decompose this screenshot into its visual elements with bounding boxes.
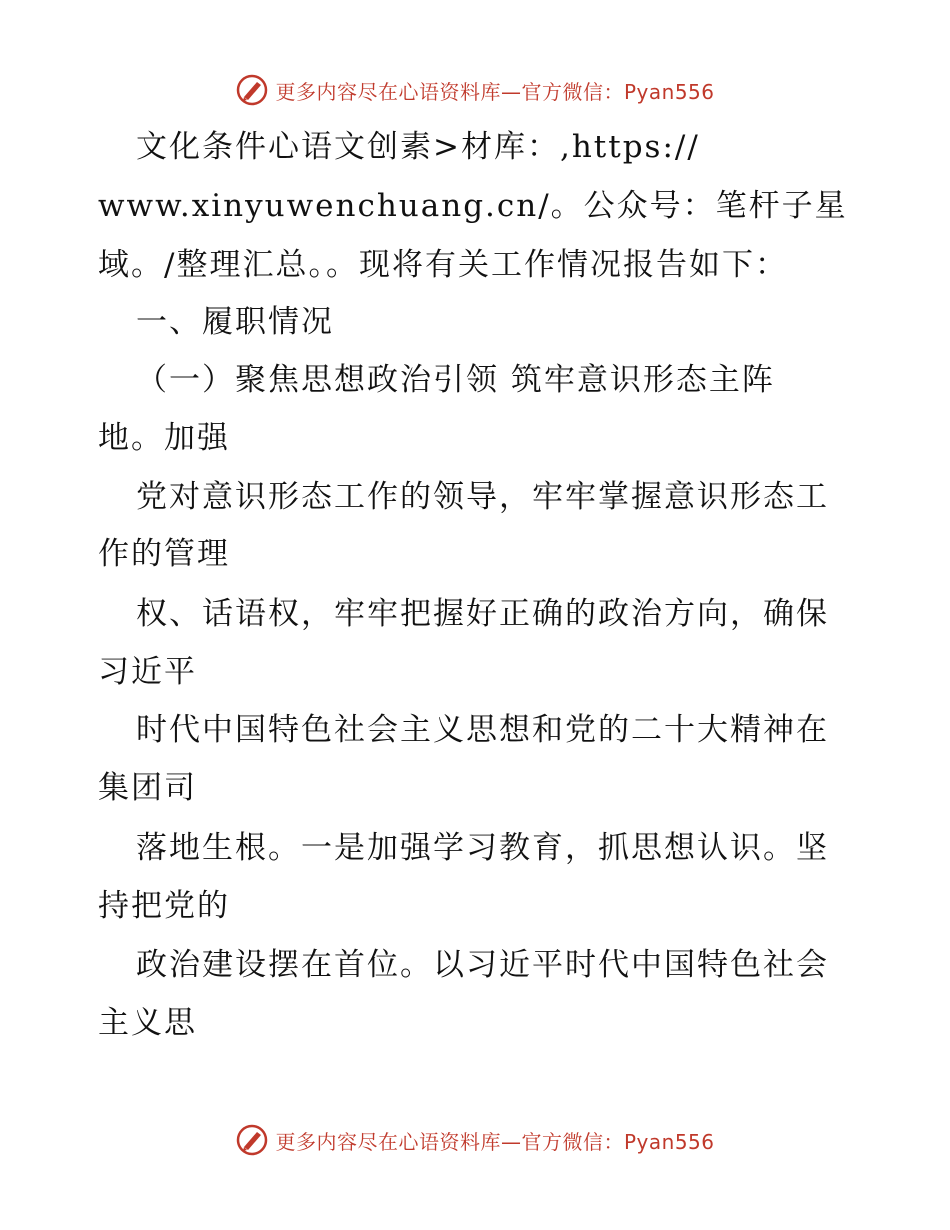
banner-wechat-id: Pyan556 (623, 79, 715, 104)
banner-wechat-label: 官方微信： (521, 1129, 624, 1154)
body-line: 权、话语权，牢牢把握好正确的政治方向，确保 (136, 596, 829, 632)
body-line: 习近平 (98, 654, 197, 690)
body-line: 政治建设摆在首位。以习近平时代中国特色社会 (136, 947, 829, 983)
footer-banner (0, 1120, 950, 1160)
banner-separator: — (500, 79, 522, 104)
banner-separator: — (500, 1129, 522, 1154)
banner-text (275, 76, 714, 105)
body-line: 文化条件心语文创素>材库：,https:// (136, 129, 700, 165)
banner-wechat-label: 官方微信： (521, 79, 624, 104)
subsection-heading: （一）聚焦思想政治引领 筑牢意识形态主阵 (136, 362, 775, 398)
logo-icon (235, 1123, 269, 1157)
body-line: 作的管理 (98, 536, 230, 572)
logo-icon (235, 73, 269, 107)
body-line: 持把党的 (98, 888, 230, 924)
body-line: 地。加强 (98, 420, 230, 456)
banner-site-name: 更多内容尽在心语资料库 (275, 1129, 501, 1154)
body-line: www.xinyuwenchuang.cn/。公众号：笔杆子星 (98, 188, 848, 224)
body-line: 落地生根。一是加强学习教育，抓思想认识。坚 (136, 830, 829, 866)
banner-wechat-id: Pyan556 (623, 1129, 715, 1154)
body-line: 主义思 (98, 1005, 197, 1041)
body-line: 党对意识形态工作的领导，牢牢掌握意识形态工 (136, 479, 829, 515)
banner-text (275, 1126, 714, 1155)
body-line: 域。/整理汇总。。现将有关工作情况报告如下： (98, 247, 788, 283)
banner-site-name: 更多内容尽在心语资料库 (275, 79, 501, 104)
header-banner (0, 70, 950, 110)
section-heading: 一、履职情况 (136, 304, 334, 340)
body-line: 时代中国特色社会主义思想和党的二十大精神在 (136, 712, 829, 748)
body-line: 集团司 (98, 770, 197, 806)
